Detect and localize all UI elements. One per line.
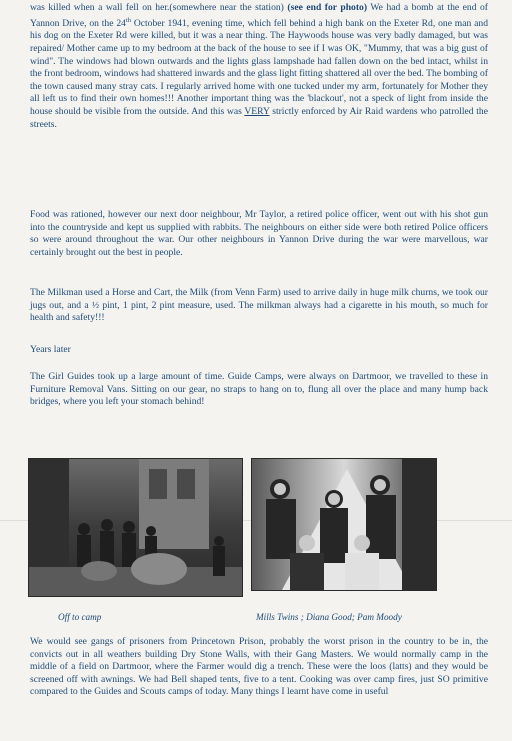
photo-off-to-camp-image — [29, 459, 242, 596]
paragraph-girl-guides: The Girl Guides took up a large amount of time. Guide Camps, were always on Dartmoor, we travelled to these in Furniture Removal Vans. Sitting on our gear, no straps to hang on to, flung all over the place and many hump back bridges, where you left your stomach behind! — [30, 371, 488, 408]
text-run: October 1941, evening time, which fell behind a high bank on the Exeter Rd, one man and his dog on the Exeter Rd were killed, but it was a near thing. The Haywoods house was very badly damaged, but was repaired/ Mother came up to my bedroom at the back of the house to see if I was OK, "Mummy, that was a big gust of wind". The windows had blown outwards and the lights glass lampshade had fallen down on the bed intact, whilst in the front bedroom, windows had shattered inwards and the glass light fitting shattered all over the bed. The bombing of the town caused many stray cats. I regularly arrived home with one tucked under my arm, fortunately for Mother they all left us to find their own homes!!! Another important thing was the 'blackout', not a speck of light from inside the house should be visible from the outside. And this was — [30, 17, 488, 117]
paragraph-bombing — [30, 2, 488, 131]
underlined-very: VERY — [244, 105, 270, 117]
text-run: strictly enforced by Air Raid wardens who patrolled the streets. — [30, 105, 488, 130]
ordinal-superscript: th — [125, 16, 131, 24]
paragraph-rationing: Food was rationed, however our next door neighbour, Mr Taylor, a retired police officer, went out with his shot gun into the countryside and kept us supplied with rabbits. The neighbours on either side were both retired Police officers so were around throughout the war. Our other neighbours in Yannon Drive during the war were marvellous, war certainly brought out the best in people. — [30, 209, 488, 258]
photo-off-to-camp — [28, 458, 243, 597]
text-run: was killed when a wall fell on her.(somewhere near the station) — [30, 2, 288, 13]
text-run: We had a bomb at the end of Yannon Drive, on the 24 — [30, 2, 488, 29]
photo-guides-portrait-image — [252, 459, 436, 590]
caption-off-to-camp: Off to camp — [58, 612, 102, 622]
paragraph-prisoners-camping: We would see gangs of prisoners from Princetown Prison, probably the worst prison in the country to be in, the convicts out in all weathers building Dry Stone Walls, with their Gang Masters. We would normally camp in the middle of a field on Dartmoor, where the Farmer would dig a trench. These were the loos (latts) and they would be screened off with awnings. We had Bell shaped tents, five to a tent. Cooking was over camp fires, just SO primitive compared to the Guides and Scouts camps of today. Many things I learnt have come in useful — [30, 636, 488, 698]
see-end-note: (see end for photo) — [287, 2, 368, 13]
photo-guides-portrait — [251, 458, 437, 591]
paragraph-milkman: The Milkman used a Horse and Cart, the Milk (from Venn Farm) used to arrive daily in huge milk churns, we took our jugs out, and a ½ pint, 1 pint, 2 pint measure, used. The milkman always had a cigarette in his mouth, so much for health and safety!!! — [30, 287, 488, 324]
paragraph-years-later: Years later — [30, 344, 71, 355]
caption-guides-names: Mills Twins ; Diana Good; Pam Moody — [256, 612, 402, 622]
